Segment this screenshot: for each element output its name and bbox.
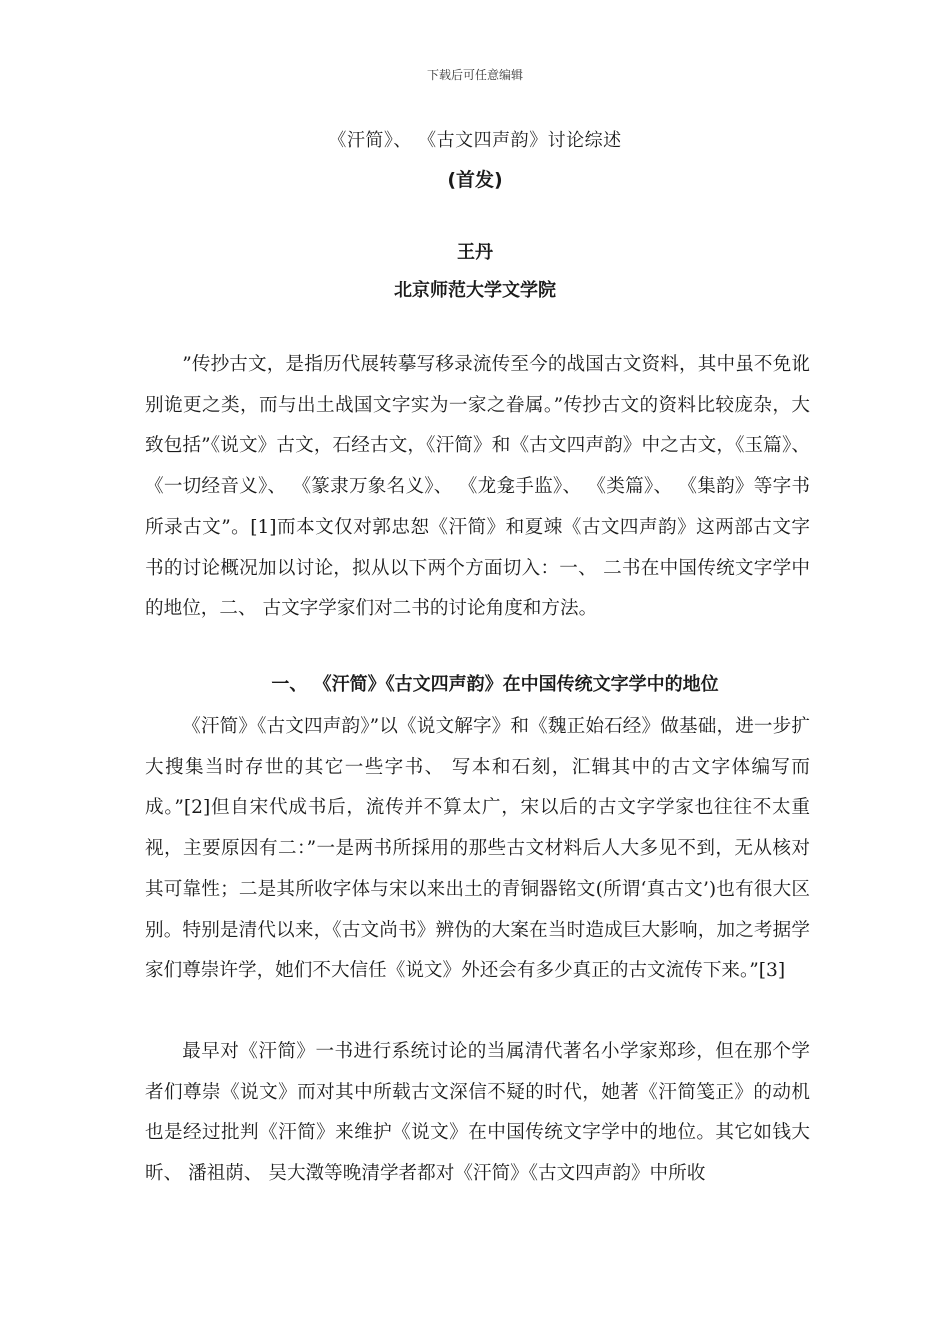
author-affiliation: 北京师范大学文学院 — [394, 280, 556, 301]
header-note: 下载后可任意编辑 — [426, 68, 523, 82]
document-subtitle: (首发) — [447, 169, 503, 191]
body-paragraph: 《汗简》《古文四声韵》”以《说文解字》和《魏正始石经》做基础，进一步扩大搜集当时存世的其它一些字书、 写本和石刻，汇辑其中的古文字体编写而成。”[2]但自宋代成书后，流传并不算太广，宋以后的古文字学家也往往不太重视，主要原因有二：”一是两书所採用的那些古文材料后人大多见不到，无从核对其可靠性；二是其所收字体与宋以来出土的青铜器铭文(所谓‘真古文’)也有很大区别。特别是清代以来，《古文尚书》辨伪的大案在当时造成巨大影响，加之考据学家们尊崇许学，她们不大信任《说文》外还会有多少真正的古文流传下来。”[3] — [145, 716, 810, 982]
body-paragraph: 最早对《汗简》一书进行系统讨论的当属清代著名小学家郑珍，但在那个学者们尊崇《说文》而对其中所载古文深信不疑的时代，她著《汗简笺正》的动机也是经过批判《汗简》来维护《说文》在中国传统文字学中的地位。其它如钱大昕、 潘祖荫、 吴大澂等晚清学者都对《汗简》《古文四声韵》中所收 — [145, 1041, 810, 1185]
section-heading: 一、 《汗简》《古文四声韵》在中国传统文字学中的地位 — [271, 674, 719, 695]
author-name: 王丹 — [457, 242, 493, 263]
intro-paragraph: ”传抄古文，是指历代展转摹写移录流传至今的战国古文资料，其中虽不免讹别诡更之类，而与出土战国文字实为一家之眷属。”传抄古文的资料比较庞杂，大致包括”《说文》古文，石经古文，《汗简》和《古文四声韵》中之古文，《玉篇》、 《一切经音义》、 《篆隶万象名义》、 《龙龛手监》、 《类篇》、 《集韵》等字书所录古文”。[1]而本文仅对郭忠恕《汗简》和夏竦《古文四声韵》这两部古文字书的讨论概况加以讨论，拟从以下两个方面切入：一、 二书在中国传统文字学中的地位，二、 古文字学家们对二书的讨论角度和方法。 — [145, 354, 810, 620]
document-title: 《汗简》、 《古文四声韵》讨论综述 — [328, 130, 622, 151]
